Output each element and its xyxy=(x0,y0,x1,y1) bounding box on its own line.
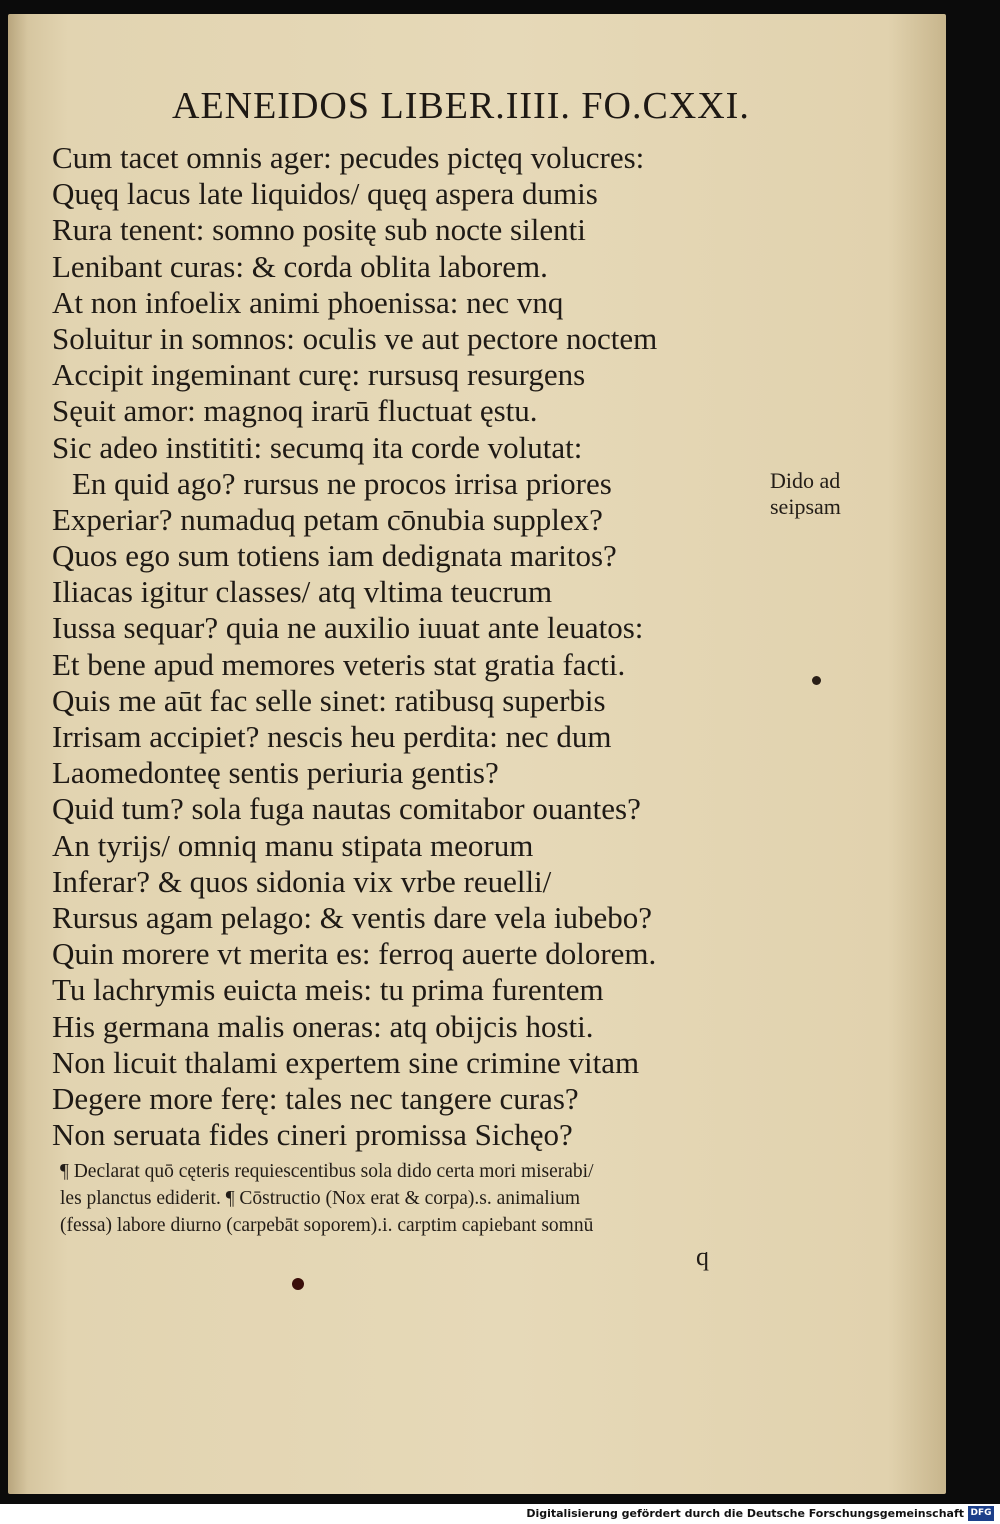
dfg-logo-icon: DFG xyxy=(968,1506,994,1521)
verse-line: Sęuit amor: magnoq irarū fluctuat ęstu. xyxy=(52,393,538,429)
verse-line: Accipit ingeminant curę: rursusq resurgens xyxy=(52,357,586,393)
verse-line: An tyrijs/ omniq manu stipata meorum xyxy=(52,827,534,863)
verse-line: Iussa sequar? quia ne auxilio iuuat ante leuatos: xyxy=(52,610,644,646)
verse-line: Laomedonteę sentis periuria gentis? xyxy=(52,755,499,791)
verse-line: Experiar? numaduq petam cōnubia supplex? xyxy=(52,501,603,537)
verse-line: His germana malis oneras: atq obijcis hosti. xyxy=(52,1008,594,1044)
ink-spot xyxy=(292,1278,304,1290)
marginal-note-line: seipsam xyxy=(770,494,841,519)
verse-block xyxy=(52,140,752,1153)
verse-line: Inferar? & quos sidonia vix vrbe reuelli/ xyxy=(52,863,552,899)
verse-line: Quos ego sum totiens iam dedignata maritos? xyxy=(52,538,617,574)
commentary-line: les planctus ediderit. ¶ Cōstructio (Nox erat & corpa).s. animalium xyxy=(60,1188,581,1209)
verse-line: Quis me aūt fac selle sinet: ratibusq superbis xyxy=(52,682,606,718)
verse-line: Non seruata fides cineri promissa Sichęo? xyxy=(52,1117,573,1153)
verse-line: Quęq lacus late liquidos/ quęq aspera dumis xyxy=(52,176,598,212)
verse-line: Lenibant curas: & corda oblita laborem. xyxy=(52,248,548,284)
footer-credit: Digitalisierung gefördert durch die Deutsche Forschungsgemeinschaft xyxy=(526,1507,964,1520)
verse-line: Sic adeo instititi: secumq ita corde volutat: xyxy=(52,429,583,465)
marginal-note-line: Dido ad xyxy=(770,468,841,493)
verse-line: Rursus agam pelago: & ventis dare vela iubebo? xyxy=(52,899,653,935)
marginal-note xyxy=(770,468,841,520)
verse-line: Degere more ferę: tales nec tangere curas? xyxy=(52,1080,579,1116)
ink-spot xyxy=(812,676,821,685)
commentary-line: ¶ Declarat quō cęteris requiescentibus sola dido certa mori miserabi/ xyxy=(60,1161,594,1182)
commentary-block xyxy=(60,1158,780,1239)
verse-line: Quin morere vt merita es: ferroq auerte dolorem. xyxy=(52,936,657,972)
running-header: AENEIDOS LIBER.IIII. FO.CXXI. xyxy=(172,85,750,127)
verse-line: Cum tacet omnis ager: pecudes pictęq volucres: xyxy=(52,140,645,175)
verse-line: Et bene apud memores veteris stat gratia facti. xyxy=(52,646,626,682)
verse-line: Soluitur in somnos: oculis ve aut pectore noctem xyxy=(52,320,658,356)
verse-line: Tu lachrymis euicta meis: tu prima furentem xyxy=(52,972,604,1008)
verse-line: Iliacas igitur classes/ atq vltima teucrum xyxy=(52,574,553,610)
verse-line: Quid tum? sola fuga nautas comitabor ouantes? xyxy=(52,791,641,827)
verse-line: Irrisam accipiet? nescis heu perdita: nec dum xyxy=(52,719,612,754)
signature-mark: q xyxy=(696,1242,709,1271)
verse-line: En quid ago? rursus ne procos irrisa priores xyxy=(72,465,612,501)
verse-line: Rura tenent: somno positę sub nocte silenti xyxy=(52,212,586,248)
verse-line: At non infoelix animi phoenissa: nec vnq xyxy=(52,284,564,320)
footer-bar xyxy=(0,1504,1000,1524)
commentary-line: (fessa) labore diurno (carpebāt soporem).i. carptim capiebant somnū xyxy=(60,1215,594,1236)
verse-line: Non licuit thalami expertem sine crimine vitam xyxy=(52,1044,640,1080)
